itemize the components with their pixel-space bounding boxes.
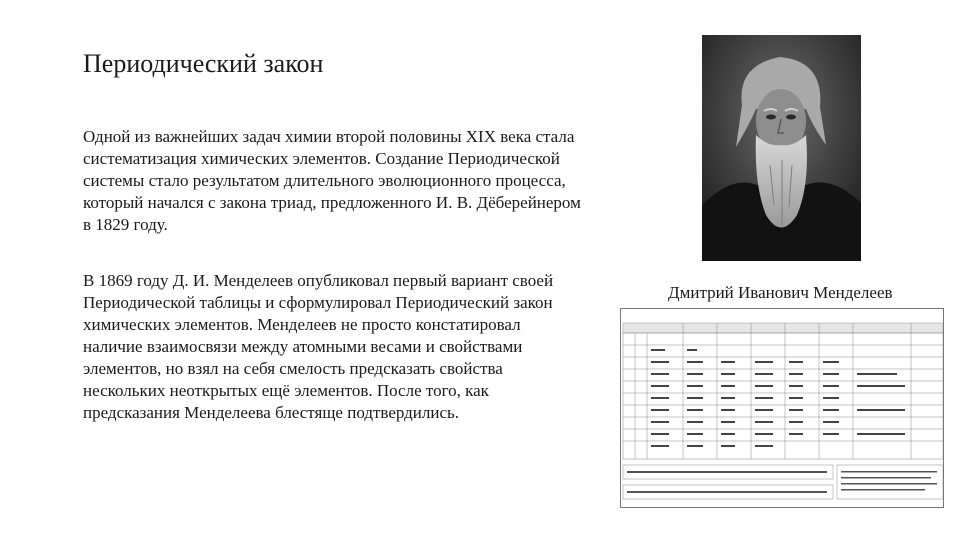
slide-title: Периодический закон — [83, 49, 324, 78]
portrait-illustration — [702, 35, 861, 261]
portrait-caption: Дмитрий Иванович Менделеев — [668, 283, 893, 302]
periodic-table-image — [620, 308, 944, 508]
periodic-table-illustration — [621, 309, 944, 508]
mendeleev-paragraph: В 1869 году Д. И. Менделеев опубликовал первый вариант своей Периодической таблицы и сформулировал Периодический закон химических элементов. Менделеев не просто констатировал наличие взаимосвязи между атомными весами и свойствами элементов, но взял на себя смелость предсказать свойства нескольких неоткрытых ещё элементов. После того, как предсказания Менделеева блестяще подтвердились. — [83, 271, 554, 422]
intro-paragraph: Одной из важнейших задач химии второй половины XIX века стала систематизация химических элементов. Создание Периодической системы стало результатом длительного эволюционного процесса, который начался с закона триад, предложенного И. В. Дёберейнером в 1829 году. — [83, 127, 581, 234]
mendeleev-portrait-image — [702, 35, 861, 261]
